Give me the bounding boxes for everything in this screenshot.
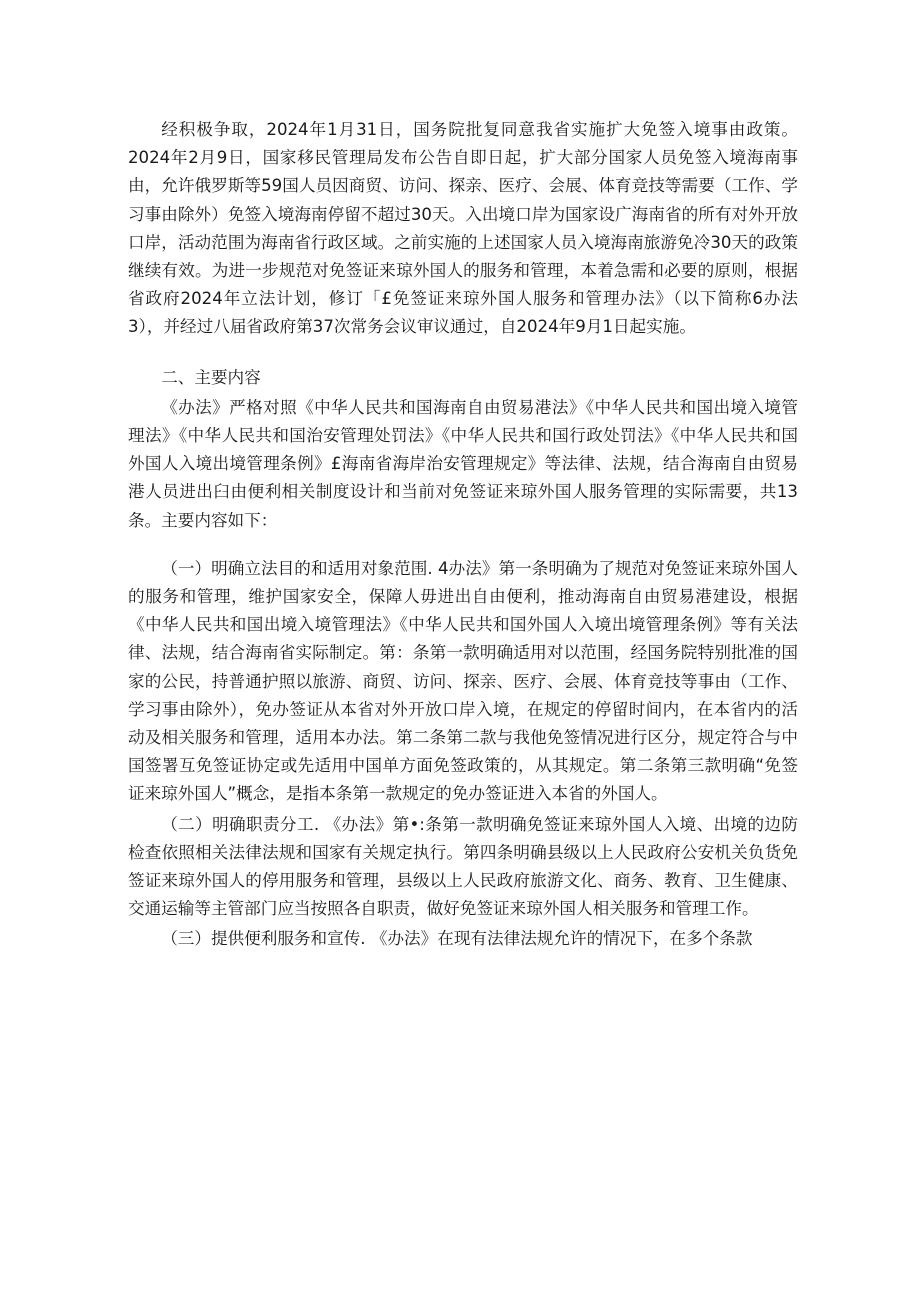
section-heading-main-content: 二、主要内容	[161, 367, 261, 387]
paragraph-item-2-responsibilities: （二）明确职责分工. 《办法》第•:条第一款明确免签证来琼外国人入境、出境的边防检查依照相关法律法规和国家有关规定执行。第四条明确县级以上人民政府公安机关负货免签证来琼外国人的停用服务和管理，县级以上人民政府旅游文化、商务、教育、卫生健康、交通运输等主管部门应当按照各自职责，做好免签证来琼外国人相关服务和管理工作。	[128, 814, 798, 919]
paragraph-item-1-purpose-scope: （一）明确立法目的和适用对象范围. 4办法》第一条明确为了规范对免签证来琼外国人的服务和管理，维护国家安全，保障人毋进出自由便利，推动海南自由贸易港建设，根据《中华人民共和国出境入境管理法》《中华人民共和国外国人入境出境管理条例》等有关法律、法规，结合海南省实际制定。第：条第一款明确适用对以范围，经国务院特别批准的国家的公民，持普通护照以旅游、商贸、访问、探亲、医疗、会展、体育竞技等事由（工作、学习事由除外），免办签证从本省对外开放口岸入境，在规定的停留时间内，在本省内的活动及相关服务和管理，适用本办法。第二条第二款与我他免签情况进行区分，规定符合与中国签署互免签证协定或先适用中国单方面免签政策的，从其规定。第二条第三款明确“免签证来琼外国人”概念，是指本条第一款规定的免办签证进入本省的外国人。	[128, 558, 798, 804]
document-body	[128, 116, 798, 954]
paragraph-legal-basis: 《办法》严格对照《中华人民共和国海南自由贸易港法》《中华人民共和国出境入境管理法》《中华人民共和国治安管理处罚法》《中华人民共和国行政处罚法》《中华人民共和国外国人入境出境管理条例》£海南省海岸治安管理规定》等法律、法规，结合海南自由贸易港人员进出臼由便利相关制度设计和当前对免签证来琼外国人服务管理的实际需要，共13条。主要内容如下：	[128, 397, 798, 530]
paragraph-background: 经积极争取，2024年1月31日，国务院批复同意我省实施扩大免签入境事由政策。2024年2月9日，国家移民管理局发布公告自即日起，扩大部分国家人员免签入境海南事由，允许俄罗斯等59国人员因商贸、访问、探亲、医疗、会展、体育竞技等需要（工作、学习事由除外）免签入境海南停留不超过30天。入出境口岸为国家设广海南省的所有对外开放口岸，活动范围为海南省行政区域。之前实施的上述国家人员入境海南旅游免冷30天的政策继续有效。为进一步规范对免签证来琼外国人的服务和管理，本着急需和必要的原则，根据省政府2024年立法计划，修订「£免签证来琼外国人服务和管理办法》（以下简称6办法3），并经过八届省政府第37次常务会议审议通过，自2024年9月1日起实施。	[128, 120, 798, 337]
paragraph-item-3-services: （三）提供便利服务和宣传. 《办法》在现有法律法规允许的情况下，在多个条款	[161, 929, 753, 949]
